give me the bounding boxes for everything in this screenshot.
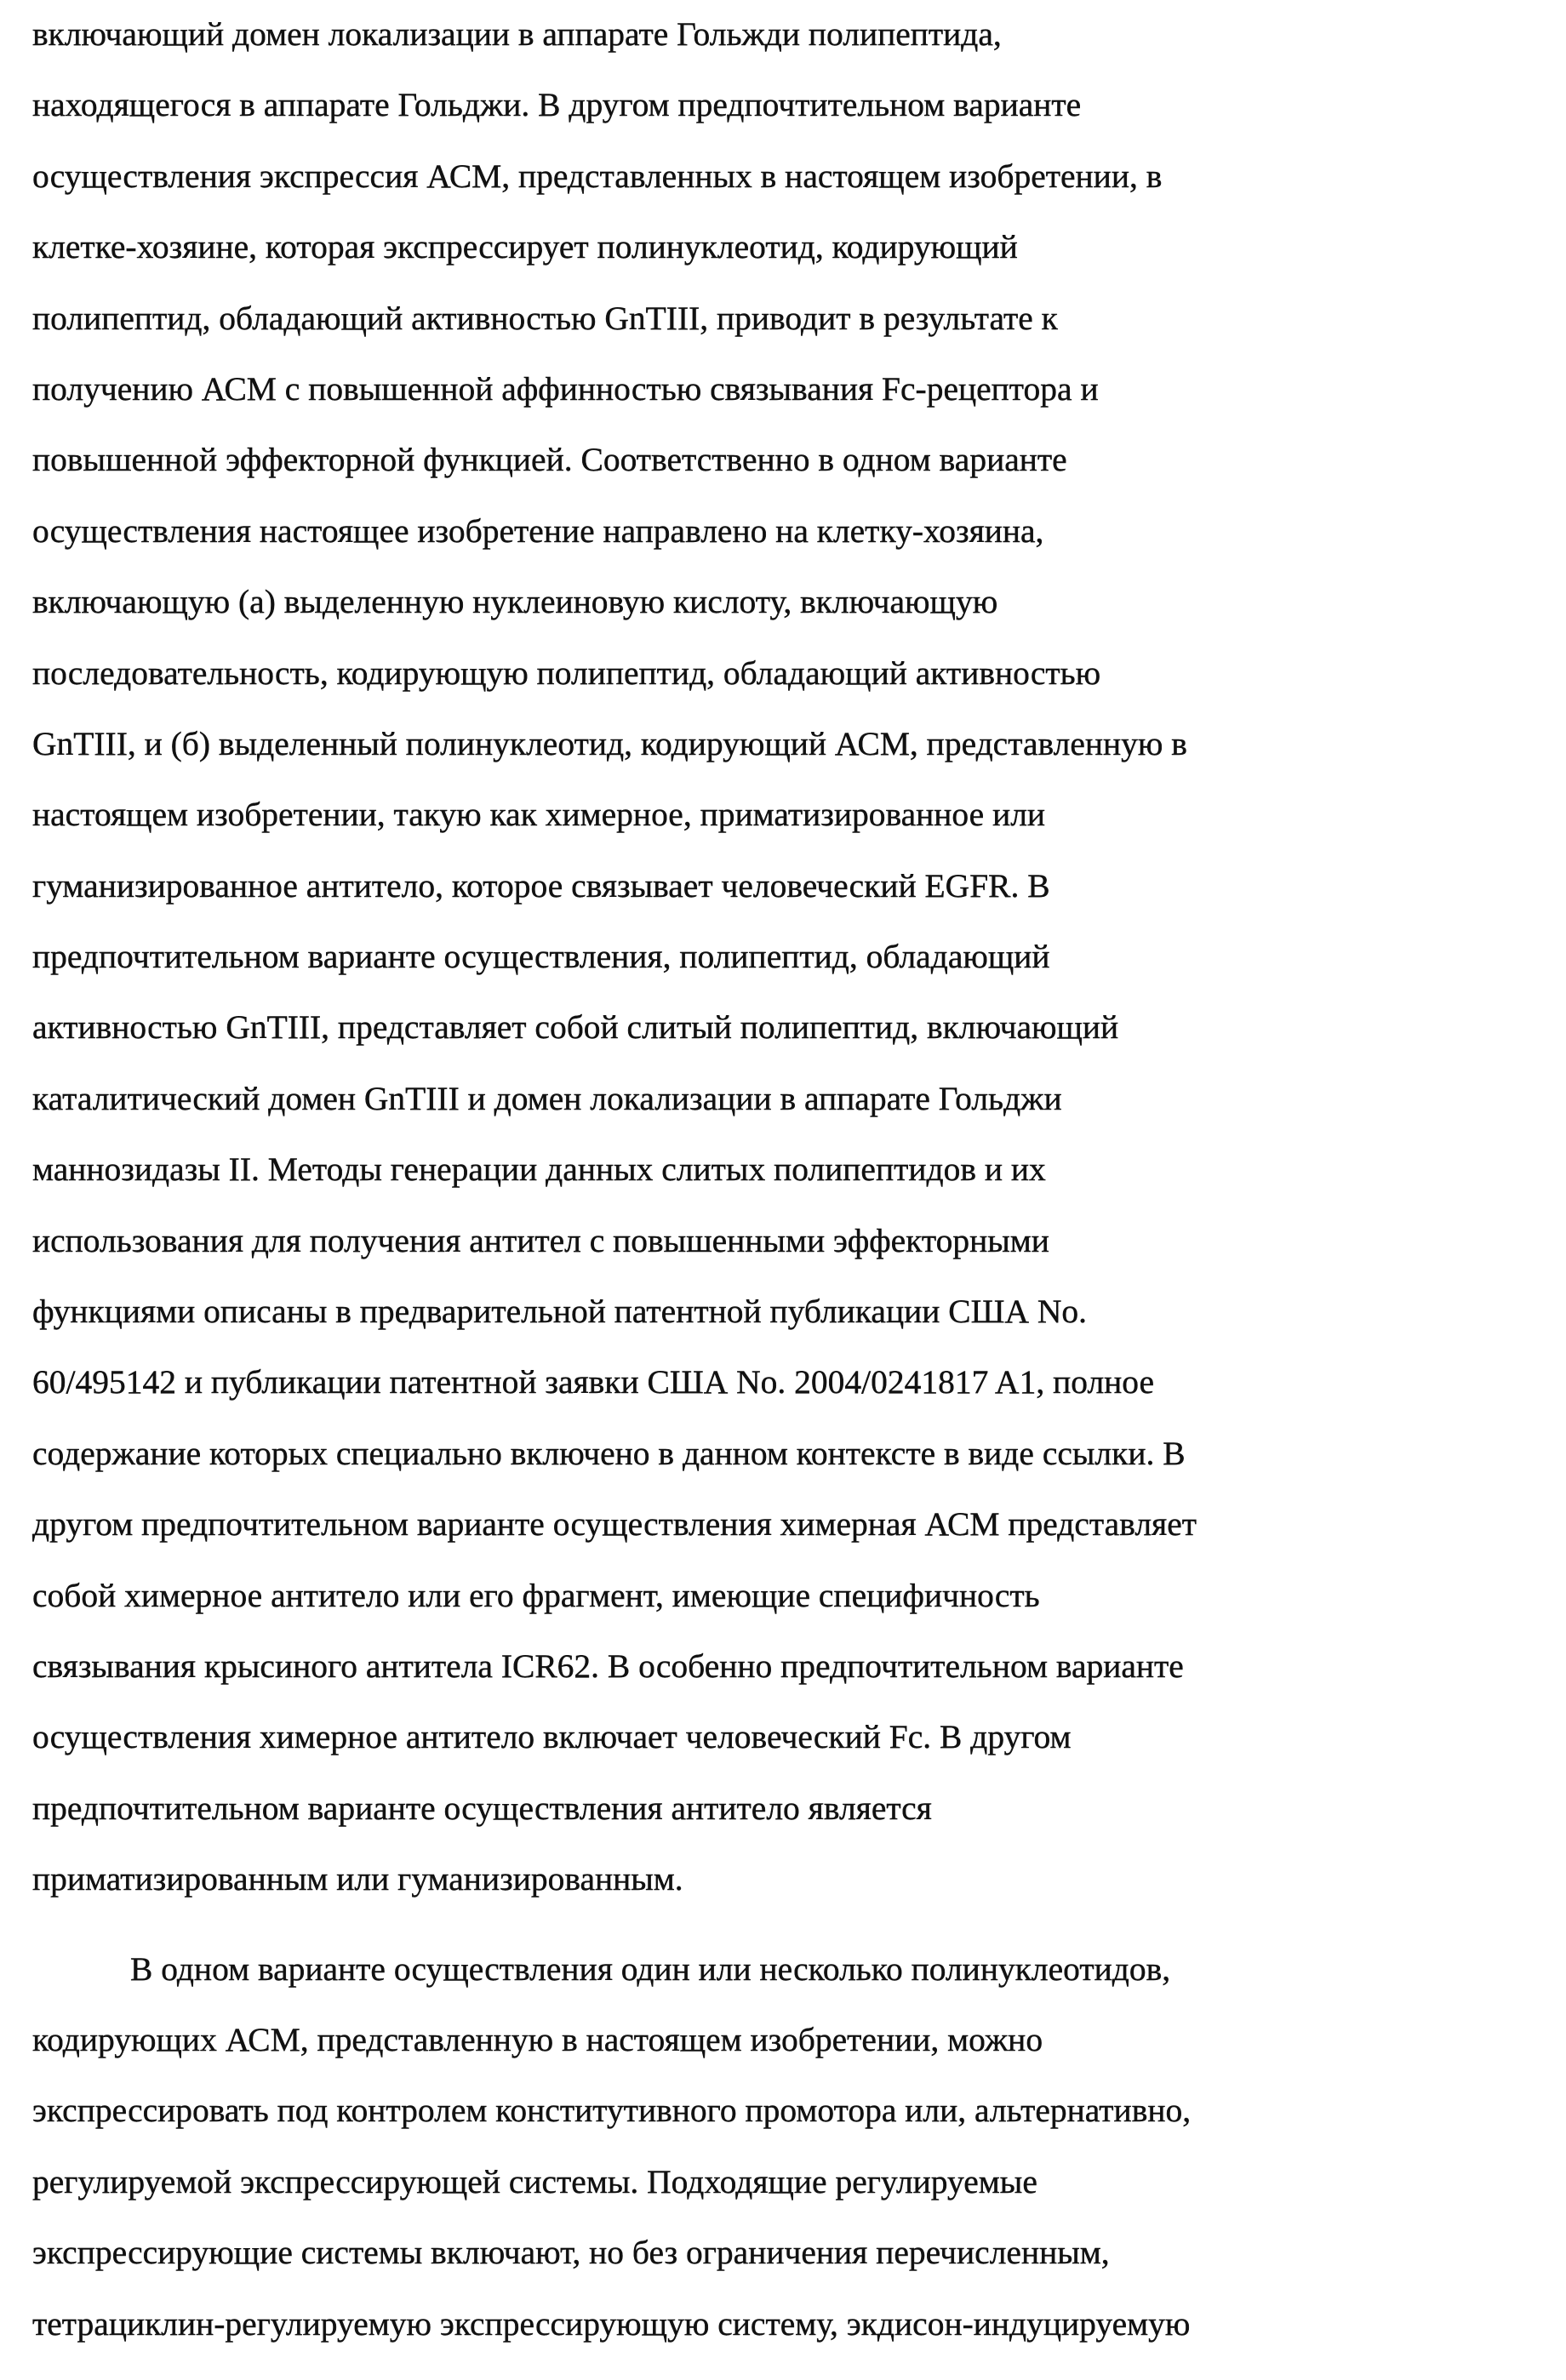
text-line: полипептид, обладающий активностью GnTIII, приводит в результате к (32, 296, 1556, 367)
text-line: экспрессировать под контролем конститутивного промотора или, альтернативно, (32, 2088, 1556, 2159)
text-line: содержание которых специально включено в данном контексте в виде ссылки. В (32, 1431, 1556, 1502)
text-line: включающую (а) выделенную нуклеиновую кислоту, включающую (32, 579, 1556, 650)
text-line: последовательность, кодирующую полипептид, обладающий активностью (32, 651, 1556, 722)
paragraph-2 (32, 1947, 1556, 2372)
text-line: другом предпочтительном варианте осуществления химерная АСМ представляет (32, 1502, 1556, 1572)
text-line: гуманизированное антитело, которое связывает человеческий EGFR. В (32, 864, 1556, 934)
text-line: клетке-хозяине, которая экспрессирует полинуклеотид, кодирующий (32, 225, 1556, 295)
text-line: 60/495142 и публикации патентной заявки США No. 2004/0241817 A1, полное (32, 1360, 1556, 1430)
text-line: осуществления экспрессия АСМ, представленных в настоящем изобретении, в (32, 154, 1556, 225)
text-line: предпочтительном варианте осуществления, полипептид, обладающий (32, 934, 1556, 1005)
text-line: настоящем изобретении, такую как химерное, приматизированное или (32, 792, 1556, 863)
text-line: осуществления химерное антитело включает человеческий Fc. В другом (32, 1715, 1556, 1785)
text-line: связывания крысиного антитела ICR62. В особенно предпочтительном варианте (32, 1644, 1556, 1715)
text-line: В одном варианте осуществления один или несколько полинуклеотидов, (32, 1947, 1556, 2018)
text-line: маннозидазы II. Методы генерации данных слитых полипептидов и их (32, 1147, 1556, 1218)
text-line: регулируемой экспрессирующей системы. Подходящие регулируемые (32, 2160, 1556, 2230)
text-line: собой химерное антитело или его фрагмент, имеющие специфичность (32, 1573, 1556, 1644)
text-line: активностью GnTIII, представляет собой слитый полипептид, включающий (32, 1005, 1556, 1076)
text-line: предпочтительном варианте осуществления антитело является (32, 1786, 1556, 1857)
text-line: функциями описаны в предварительной патентной публикации США No. (32, 1289, 1556, 1360)
text-line: каталитический домен GnTIII и домен локализации в аппарате Гольджи (32, 1076, 1556, 1147)
text-line: тетрациклин-регулируемую экспрессирующую систему, экдисон-индуцируемую (32, 2302, 1556, 2372)
paragraph-1 (32, 12, 1556, 1928)
document-page (32, 12, 1556, 2372)
paragraph-gap (32, 1928, 1556, 1947)
text-line: приматизированным или гуманизированным. (32, 1857, 1556, 1927)
text-line: находящегося в аппарате Гольджи. В другом предпочтительном варианте (32, 83, 1556, 153)
text-line: включающий домен локализации в аппарате Гольжди полипептида, (32, 12, 1556, 83)
text-line: получению АСМ с повышенной аффинностью связывания Fc-рецептора и (32, 367, 1556, 437)
text-line: использования для получения антител с повышенными эффекторными (32, 1219, 1556, 1289)
text-line: осуществления настоящее изобретение направлено на клетку-хозяина, (32, 509, 1556, 579)
text-line: кодирующих АСМ, представленную в настоящем изобретении, можно (32, 2018, 1556, 2088)
text-line: повышенной эффекторной функцией. Соответственно в одном варианте (32, 437, 1556, 508)
text-line: GnTIII, и (б) выделенный полинуклеотид, кодирующий АСМ, представленную в (32, 722, 1556, 792)
text-line: экспрессирующие системы включают, но без ограничения перечисленным, (32, 2230, 1556, 2301)
